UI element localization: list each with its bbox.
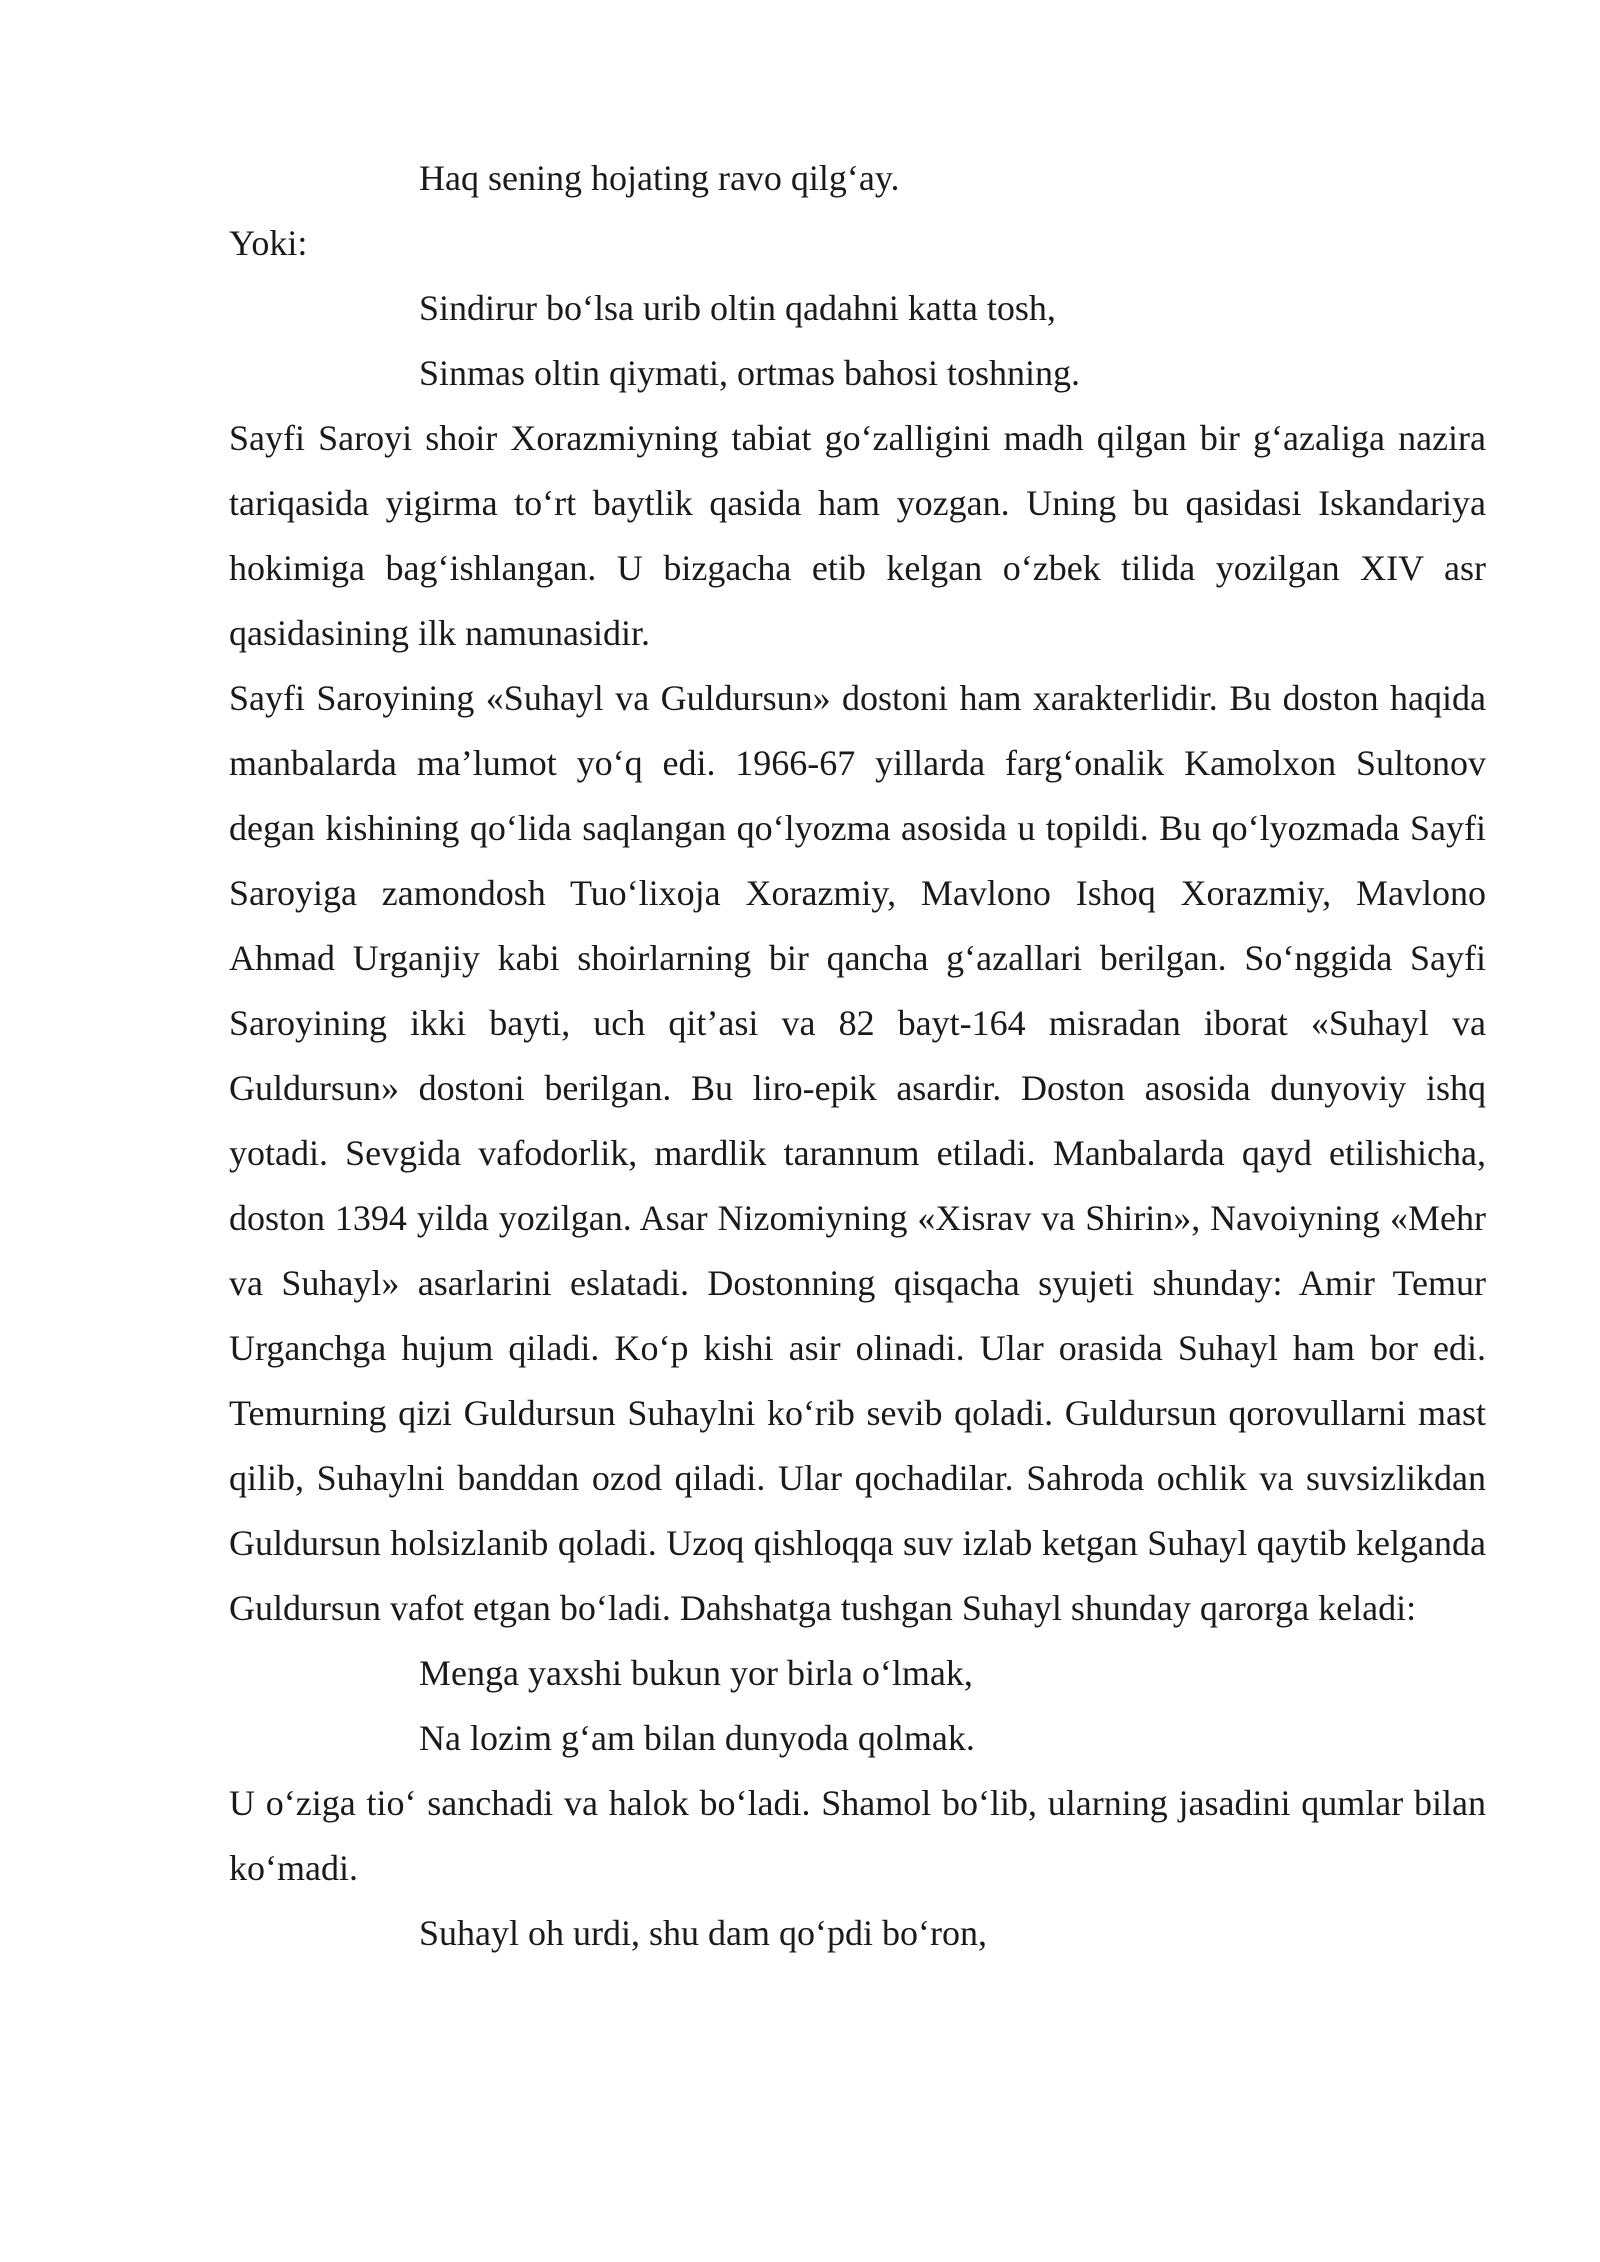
text-line: Yoki: <box>229 223 308 263</box>
paragraph: Sayfi Saroyi shoir Xorazmiyning tabiat go‘zalligini madh qilgan bir g‘azaliga nazira tariqasida yigirma to‘rt baytlik qasida ham yozgan. Uning bu qasidasi Iskandariya hokimiga bag‘ishlangan. U bizgacha etib kelgan o‘zbek tilida yozilgan XIV asr qasidasining ilk namunasidir. <box>229 418 1486 653</box>
verse-line: Sindirur bo‘lsa urib oltin qadahni katta tosh, <box>419 288 1056 328</box>
verse-line: Menga yaxshi bukun yor birla o‘lmak, <box>419 1653 973 1693</box>
paragraph: U o‘ziga tio‘ sanchadi va halok bo‘ladi. Shamol bo‘lib, ularning jasadini qumlar bilan ko‘madi. <box>229 1783 1486 1888</box>
verse-line: Suhayl oh urdi, shu dam qo‘pdi bo‘ron, <box>419 1913 987 1953</box>
paragraph: Sayfi Saroyining «Suhayl va Guldursun» dostoni ham xarakterlidir. Bu doston haqida manbalarda ma’lumot yo‘q edi. 1966-67 yillarda farg‘onalik Kamolxon Sultonov degan kishining qo‘lida saqlangan qo‘lyozma asosida u topildi. Bu qo‘lyozmada Sayfi Saroyiga zamondosh Tuo‘lixoja Xorazmiy, Mavlono Ishoq Xorazmiy, Mavlono Ahmad Urganjiy kabi shoirlarning bir qancha g‘azallari berilgan. So‘nggida Sayfi Saroyining ikki bayti, uch qit’asi va 82 bayt-164 misradan iborat «Suhayl va Guldursun» dostoni berilgan. Bu liro-epik asardir. Doston asosida dunyoviy ishq yotadi. Sevgida vafodorlik, mardlik tarannum etiladi. Manbalarda qayd etilishicha, doston 1394 yilda yozilgan. Asar Nizomiyning «Xisrav va Shirin», Navoiyning «Mehr va Suhayl» asarlarini eslatadi. Dostonning qisqacha syujeti shunday: Amir Temur Urganchga hujum qiladi. Ko‘p kishi asir olinadi. Ular orasida Suhayl ham bor edi. Temurning qizi Guldursun Suhaylni ko‘rib sevib qoladi. Guldursun qorovullarni mast qilib, Suhaylni banddan ozod qiladi. Ular qochadilar. Sahroda ochlik va suvsizlikdan Guldursun holsizlanib qoladi. Uzoq qishloqqa suv izlab ketgan Suhayl qaytib kelganda Guldursun vafot etgan bo‘ladi. Dahshatga tushgan Suhayl shunday qarorga keladi: <box>229 678 1486 1628</box>
verse-line: Haq sening hojating ravo qilg‘ay. <box>419 158 900 198</box>
verse-line: Na lozim g‘am bilan dunyoda qolmak. <box>419 1718 975 1758</box>
page-body <box>229 146 1486 1966</box>
verse-line: Sinmas oltin qiymati, ortmas bahosi toshning. <box>419 353 1080 393</box>
